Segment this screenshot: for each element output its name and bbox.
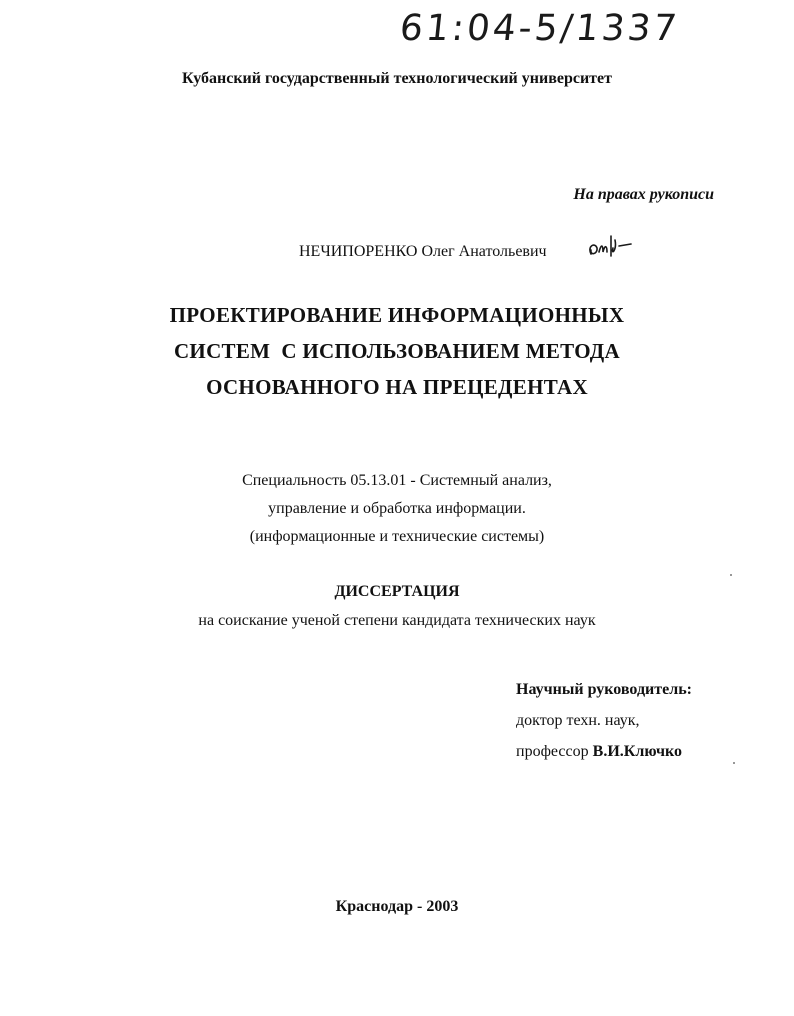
title-line: ПРОЕКТИРОВАНИЕ ИНФОРМАЦИОННЫХ: [169, 303, 625, 327]
author-surname: НЕЧИПОРЕНКО: [299, 243, 418, 260]
manuscript-note: На правах рукописи: [573, 186, 714, 203]
author-signature: [585, 232, 645, 262]
city-year: Краснодар - 2003: [335, 898, 459, 915]
adviser-label: Научный руководитель:: [516, 681, 692, 698]
scan-speck: [733, 762, 735, 764]
adviser-name: В.И.Ключко: [592, 743, 682, 760]
author-given-names: Олег Анатольевич: [421, 243, 547, 260]
specialty-line: управление и обработка информации.: [268, 500, 526, 517]
adviser-position-line: [516, 736, 692, 767]
dissertation-subtitle: на соискание ученой степени кандидата технических наук: [198, 612, 596, 629]
scientific-adviser: [516, 674, 692, 767]
dissertation-title: [0, 297, 794, 405]
adviser-position: профессор: [516, 743, 589, 760]
specialty-line: (информационные и технические системы): [249, 528, 545, 545]
title-line: СИСТЕМ С ИСПОЛЬЗОВАНИЕМ МЕТОДА: [173, 339, 621, 363]
dissertation-heading: ДИССЕРТАЦИЯ: [334, 583, 460, 600]
archive-code-handwritten: 61:04-5/1337: [397, 8, 682, 49]
university-name: Кубанский государственный технологический университет: [182, 70, 612, 87]
adviser-degree: доктор техн. наук,: [516, 712, 640, 729]
title-line: ОСНОВАННОГО НА ПРЕЦЕДЕНТАХ: [206, 375, 588, 399]
author-line: [299, 243, 547, 261]
specialty-block: [0, 467, 794, 551]
scan-speck: [730, 574, 732, 576]
specialty-line: Специальность 05.13.01 - Системный анализ,: [242, 472, 552, 489]
